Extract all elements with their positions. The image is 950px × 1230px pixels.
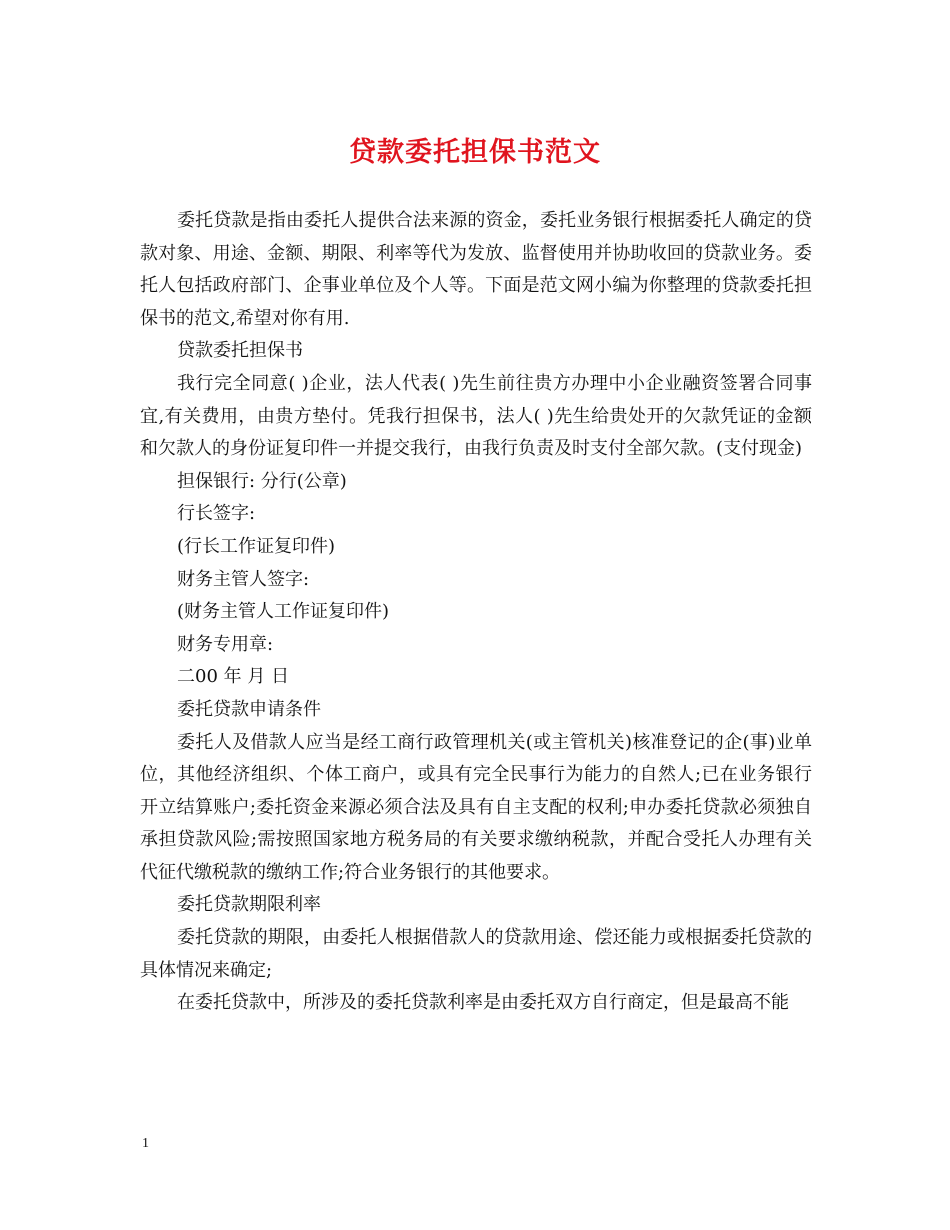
paragraph-guarantee-body: 我行完全同意( )企业，法人代表( )先生前往贵方办理中小企业融资签署合同事宜,有关费用，由贵方垫付。凭我行担保书，法人( )先生给贵处开的欠款凭证的金额和欠款人的身份证复印件一并提交我行，由我行负责及时支付全部欠款。(支付现金) xyxy=(140,372,812,460)
line-finance-seal: 财务专用章: xyxy=(177,633,274,655)
line-finance-manager-signature: 财务主管人签字: xyxy=(177,568,310,590)
paragraph-application-conditions: 委托人及借款人应当是经工商行政管理机关(或主管机关)核准登记的企(事)业单位，其他经济组织、个体工商户，或具有完全民事行为能力的自然人;已在业务银行开立结算账户;委托资金来源必须合法及具有自主支配的权利;申办委托贷款必须独自承担贷款风险;需按照国家地方税务局的有关要求缴纳税款，并配合受托人办理有关代征代缴税款的缴纳工作;符合业务银行的其他要求。 xyxy=(140,731,812,883)
line-president-id-copy: (行长工作证复印件) xyxy=(177,535,336,557)
paragraph-term: 委托贷款的期限，由委托人根据借款人的贷款用途、偿还能力或根据委托贷款的具体情况来确定; xyxy=(140,927,812,981)
heading-application-conditions: 委托贷款申请条件 xyxy=(177,698,321,720)
document-body xyxy=(140,205,812,1020)
paragraph-intro: 委托贷款是指由委托人提供合法来源的资金，委托业务银行根据委托人确定的贷款对象、用途、金额、期限、利率等代为发放、监督使用并协助收回的贷款业务。委托人包括政府部门、企事业单位及个人等。下面是范文网小编为你整理的贷款委托担保书的范文,希望对你有用. xyxy=(140,210,812,329)
paragraph-interest: 在委托贷款中，所涉及的委托贷款利率是由委托双方自行商定，但是最高不能 xyxy=(177,992,789,1014)
heading-term-interest: 委托贷款期限利率 xyxy=(177,894,321,916)
line-guarantor-bank: 担保银行: 分行(公章) xyxy=(177,470,347,492)
line-date: 二00 年 月 日 xyxy=(177,666,290,688)
line-president-signature: 行长签字: xyxy=(177,503,256,525)
document-title: 贷款委托担保书范文 xyxy=(349,137,601,168)
line-finance-manager-id-copy: (财务主管人工作证复印件) xyxy=(177,601,390,623)
page-number: 1 xyxy=(142,1136,149,1151)
heading-guarantee-letter: 贷款委托担保书 xyxy=(177,340,303,362)
